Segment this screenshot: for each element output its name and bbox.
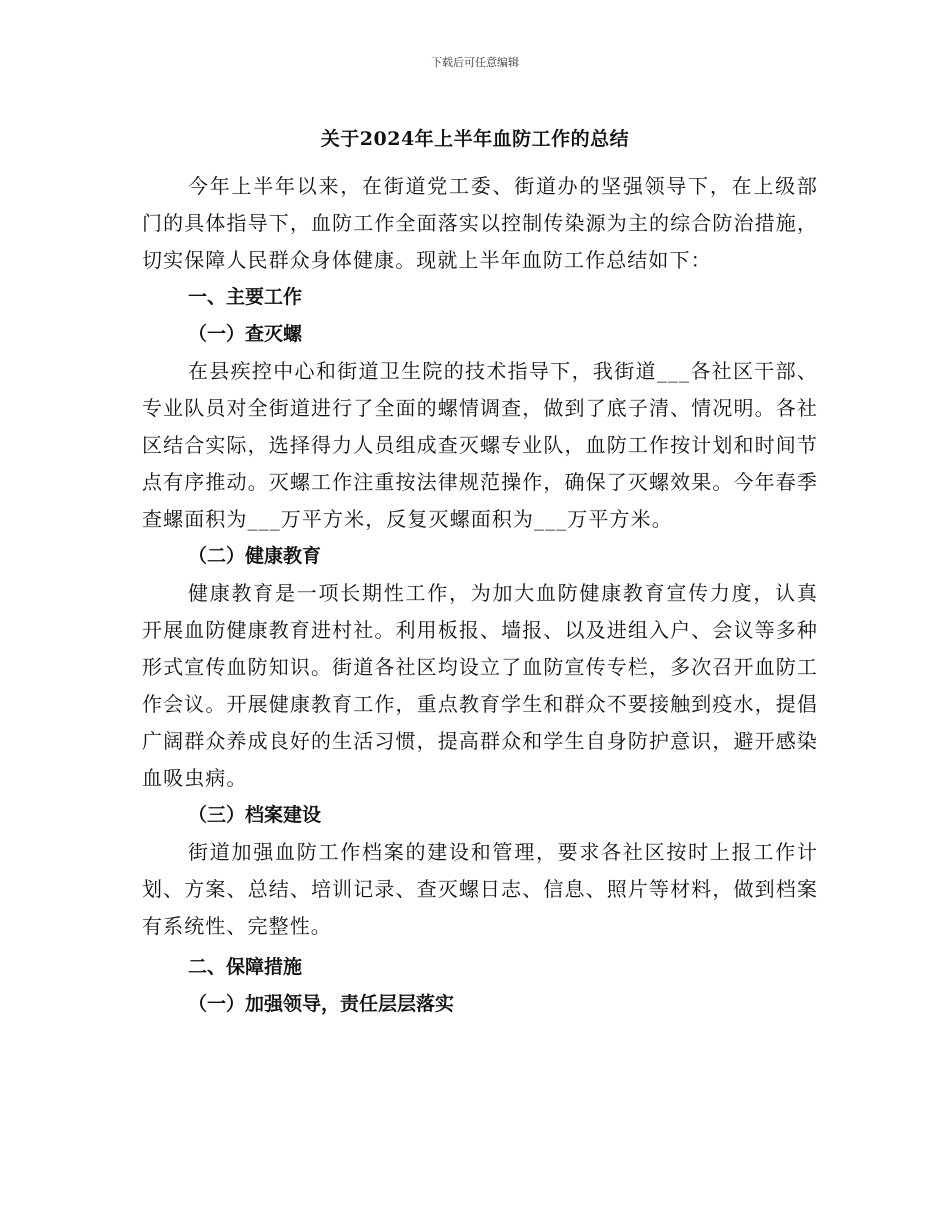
document-body (142, 168, 818, 1023)
document-title: 关于2024年上半年血防工作的总结 (320, 128, 630, 150)
archive-building-paragraph: 街道加强血防工作档案的建设和管理，要求各社区按时上报工作计划、方案、总结、培训记录、查灭螺日志、信息、照片等材料，做到档案有系统性、完整性。 (142, 840, 818, 938)
heading-safeguard-measures: 二、保障措施 (188, 956, 303, 978)
intro-paragraph: 今年上半年以来，在街道党工委、街道办的坚强领导下，在上级部门的具体指导下，血防工作全面落实以控制传染源为主的综合防治措施，切实保障人民群众身体健康。现就上半年血防工作总结如下： (142, 174, 818, 272)
snail-control-paragraph: 在县疾控中心和街道卫生院的技术指导下，我街道___各社区干部、专业队员对全街道进行了全面的螺情调查，做到了底子清、情况明。各社区结合实际，选择得力人员组成查灭螺专业队，血防工作按计划和时间节点有序推动。灭螺工作注重按法律规范操作，确保了灭螺效果。今年春季查螺面积为___万平方米，反复灭螺面积为___万平方米。 (142, 359, 818, 531)
header-note: 下载后可任意编辑 (431, 56, 519, 69)
heading-archive-building: （三）档案建设 (188, 804, 322, 826)
heading-snail-control: （一）查灭螺 (188, 323, 303, 345)
heading-health-education: （二）健康教育 (188, 545, 322, 567)
heading-strengthen-leadership: （一）加强领导，责任层层落实 (188, 993, 455, 1015)
heading-main-work: 一、主要工作 (188, 286, 303, 308)
health-education-paragraph: 健康教育是一项长期性工作，为加大血防健康教育宣传力度，认真开展血防健康教育进村社。利用板报、墙报、以及进组入户、会议等多种形式宣传血防知识。街道各社区均设立了血防宣传专栏，多次召开血防工作会议。开展健康教育工作，重点教育学生和群众不要接触到疫水，提倡广阔群众养成良好的生活习惯，提高群众和学生自身防护意识，避开感染血吸虫病。 (142, 581, 818, 790)
